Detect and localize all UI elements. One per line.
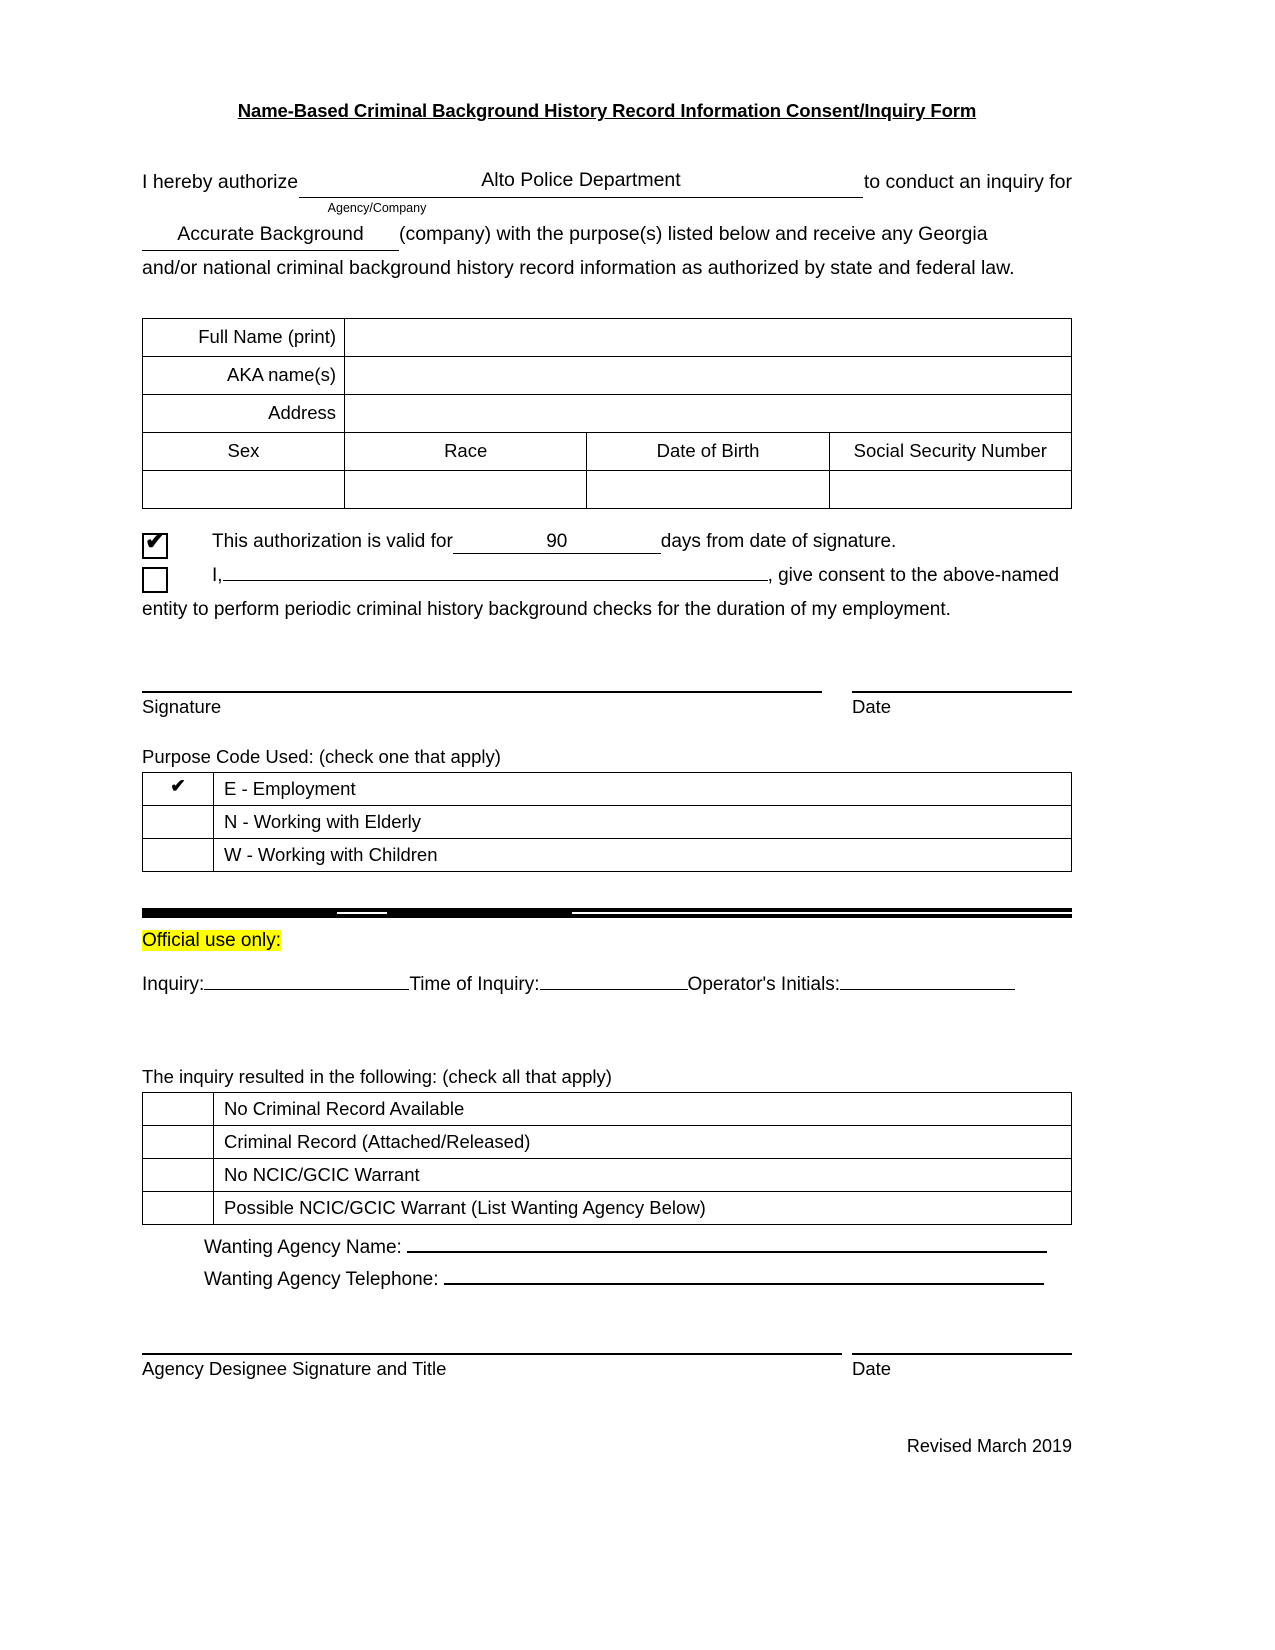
purpose-label-elderly: N - Working with Elderly <box>214 805 1072 838</box>
sex-field[interactable] <box>143 470 345 508</box>
result-check-no-warrant[interactable] <box>143 1158 214 1191</box>
date-label: Date <box>852 695 892 717</box>
table-row <box>143 838 1072 871</box>
signature-line[interactable] <box>142 691 822 693</box>
sex-header: Sex <box>143 432 345 470</box>
result-label-possible-warrant: Possible NCIC/GCIC Warrant (List Wanting Agency Below) <box>214 1191 1072 1224</box>
address-field[interactable] <box>345 394 1072 432</box>
designee-date-line[interactable] <box>852 1353 1072 1355</box>
validity-prefix: This authorization is valid for <box>212 530 453 552</box>
authorize-trailing: to conduct an inquiry for <box>863 171 1072 193</box>
table-row <box>143 772 1072 805</box>
intro-line-3: and/or national criminal background history record information as authorized by state and federal law. <box>142 257 1015 280</box>
table-row <box>143 805 1072 838</box>
subject-info-table <box>142 318 1072 509</box>
result-label-no-warrant: No NCIC/GCIC Warrant <box>214 1158 1072 1191</box>
dob-field[interactable] <box>587 470 829 508</box>
consent-checkbox[interactable] <box>142 567 168 593</box>
result-check-criminal-record[interactable] <box>143 1125 214 1158</box>
wanting-agency-name-label: Wanting Agency Name: <box>204 1236 402 1258</box>
page-title: Name-Based Criminal Background History Record Information Consent/Inquiry Form <box>237 100 977 121</box>
section-divider-bottom <box>142 912 1072 918</box>
designee-signature-rules <box>142 1353 1072 1355</box>
signature-rules <box>142 691 1072 693</box>
purpose-check-elderly[interactable] <box>143 805 214 838</box>
result-label-criminal-record: Criminal Record (Attached/Released) <box>214 1125 1072 1158</box>
aka-label: AKA name(s) <box>143 356 345 394</box>
purpose-check-children[interactable] <box>143 838 214 871</box>
signature-labels <box>142 696 1072 718</box>
wanting-agency-phone-label: Wanting Agency Telephone: <box>204 1268 439 1290</box>
inquiry-label: Inquiry: <box>142 973 205 995</box>
race-field[interactable] <box>345 470 587 508</box>
table-row <box>143 1092 1072 1125</box>
result-label-no-record: No Criminal Record Available <box>214 1092 1072 1125</box>
consent-continued-text: entity to perform periodic criminal history background checks for the duration of my employment. <box>142 598 951 620</box>
aka-field[interactable] <box>345 356 1072 394</box>
table-row <box>143 356 1072 394</box>
wanting-agency-name-row <box>204 1237 1072 1259</box>
table-row <box>143 1125 1072 1158</box>
purpose-check-employment[interactable]: ✔ <box>143 772 214 805</box>
validity-row <box>142 531 1072 559</box>
form-content <box>142 100 1072 1457</box>
table-row <box>143 318 1072 356</box>
intro-paragraph <box>142 166 1072 284</box>
authorize-line <box>142 166 1072 198</box>
agency-company-caption: Agency/Company <box>327 200 427 215</box>
full-name-field[interactable] <box>345 318 1072 356</box>
consent-name-field[interactable] <box>223 580 768 581</box>
table-row <box>143 1191 1072 1224</box>
table-row <box>143 1158 1072 1191</box>
consent-row <box>142 565 1072 593</box>
ssn-header: Social Security Number <box>829 432 1071 470</box>
company-line-rest: (company) with the purpose(s) listed below and receive any Georgia <box>399 222 988 245</box>
days-value-field[interactable]: 90 <box>453 531 661 554</box>
operator-initials-label: Operator's Initials: <box>687 973 841 995</box>
designee-signature-line[interactable] <box>142 1353 842 1355</box>
designee-signature-label: Agency Designee Signature and Title <box>142 1357 447 1379</box>
wanting-agency-block <box>204 1237 1072 1291</box>
inquiry-field[interactable] <box>204 989 409 990</box>
official-use-label: Official use only: <box>142 929 282 951</box>
time-of-inquiry-field[interactable] <box>540 989 688 990</box>
dob-header: Date of Birth <box>587 432 829 470</box>
revised-footer: Revised March 2019 <box>906 1435 1072 1456</box>
company-name-field[interactable]: Accurate Background <box>142 220 399 252</box>
full-name-label: Full Name (print) <box>143 318 345 356</box>
address-label: Address <box>143 394 345 432</box>
agency-name-field[interactable]: Alto Police Department <box>299 166 863 198</box>
wanting-agency-name-field[interactable] <box>407 1251 1047 1253</box>
result-check-possible-warrant[interactable] <box>143 1191 214 1224</box>
time-of-inquiry-label: Time of Inquiry: <box>409 973 540 995</box>
authorize-lead: I hereby authorize <box>142 171 299 193</box>
wanting-agency-phone-field[interactable] <box>444 1283 1044 1285</box>
results-table <box>142 1092 1072 1225</box>
operator-initials-field[interactable] <box>840 989 1015 990</box>
consent-prefix: I, <box>212 564 223 586</box>
designee-date-label: Date <box>852 1357 892 1379</box>
ssn-field[interactable] <box>829 470 1071 508</box>
validity-suffix: days from date of signature. <box>660 530 897 552</box>
date-line[interactable] <box>852 691 1072 693</box>
purpose-label-employment: E - Employment <box>214 772 1072 805</box>
result-check-no-record[interactable] <box>143 1092 214 1125</box>
validity-checkbox[interactable] <box>142 533 168 559</box>
consent-suffix: , give consent to the above-named <box>767 564 1060 586</box>
purpose-heading: Purpose Code Used: (check one that apply) <box>142 745 501 767</box>
authorization-block <box>142 531 1072 621</box>
company-line <box>142 220 1072 252</box>
validity-text <box>212 531 896 554</box>
official-use-heading <box>142 930 1072 952</box>
inquiry-row <box>142 974 1072 996</box>
purpose-code-table <box>142 772 1072 872</box>
designee-signature-labels <box>142 1358 1072 1380</box>
race-header: Race <box>345 432 587 470</box>
wanting-agency-phone-row <box>204 1269 1072 1291</box>
table-row <box>143 394 1072 432</box>
purpose-label-children: W - Working with Children <box>214 838 1072 871</box>
signature-label: Signature <box>142 695 222 717</box>
results-heading: The inquiry resulted in the following: (check all that apply) <box>142 1065 612 1087</box>
consent-text <box>212 565 1059 587</box>
table-header-row <box>143 432 1072 470</box>
table-row <box>143 470 1072 508</box>
